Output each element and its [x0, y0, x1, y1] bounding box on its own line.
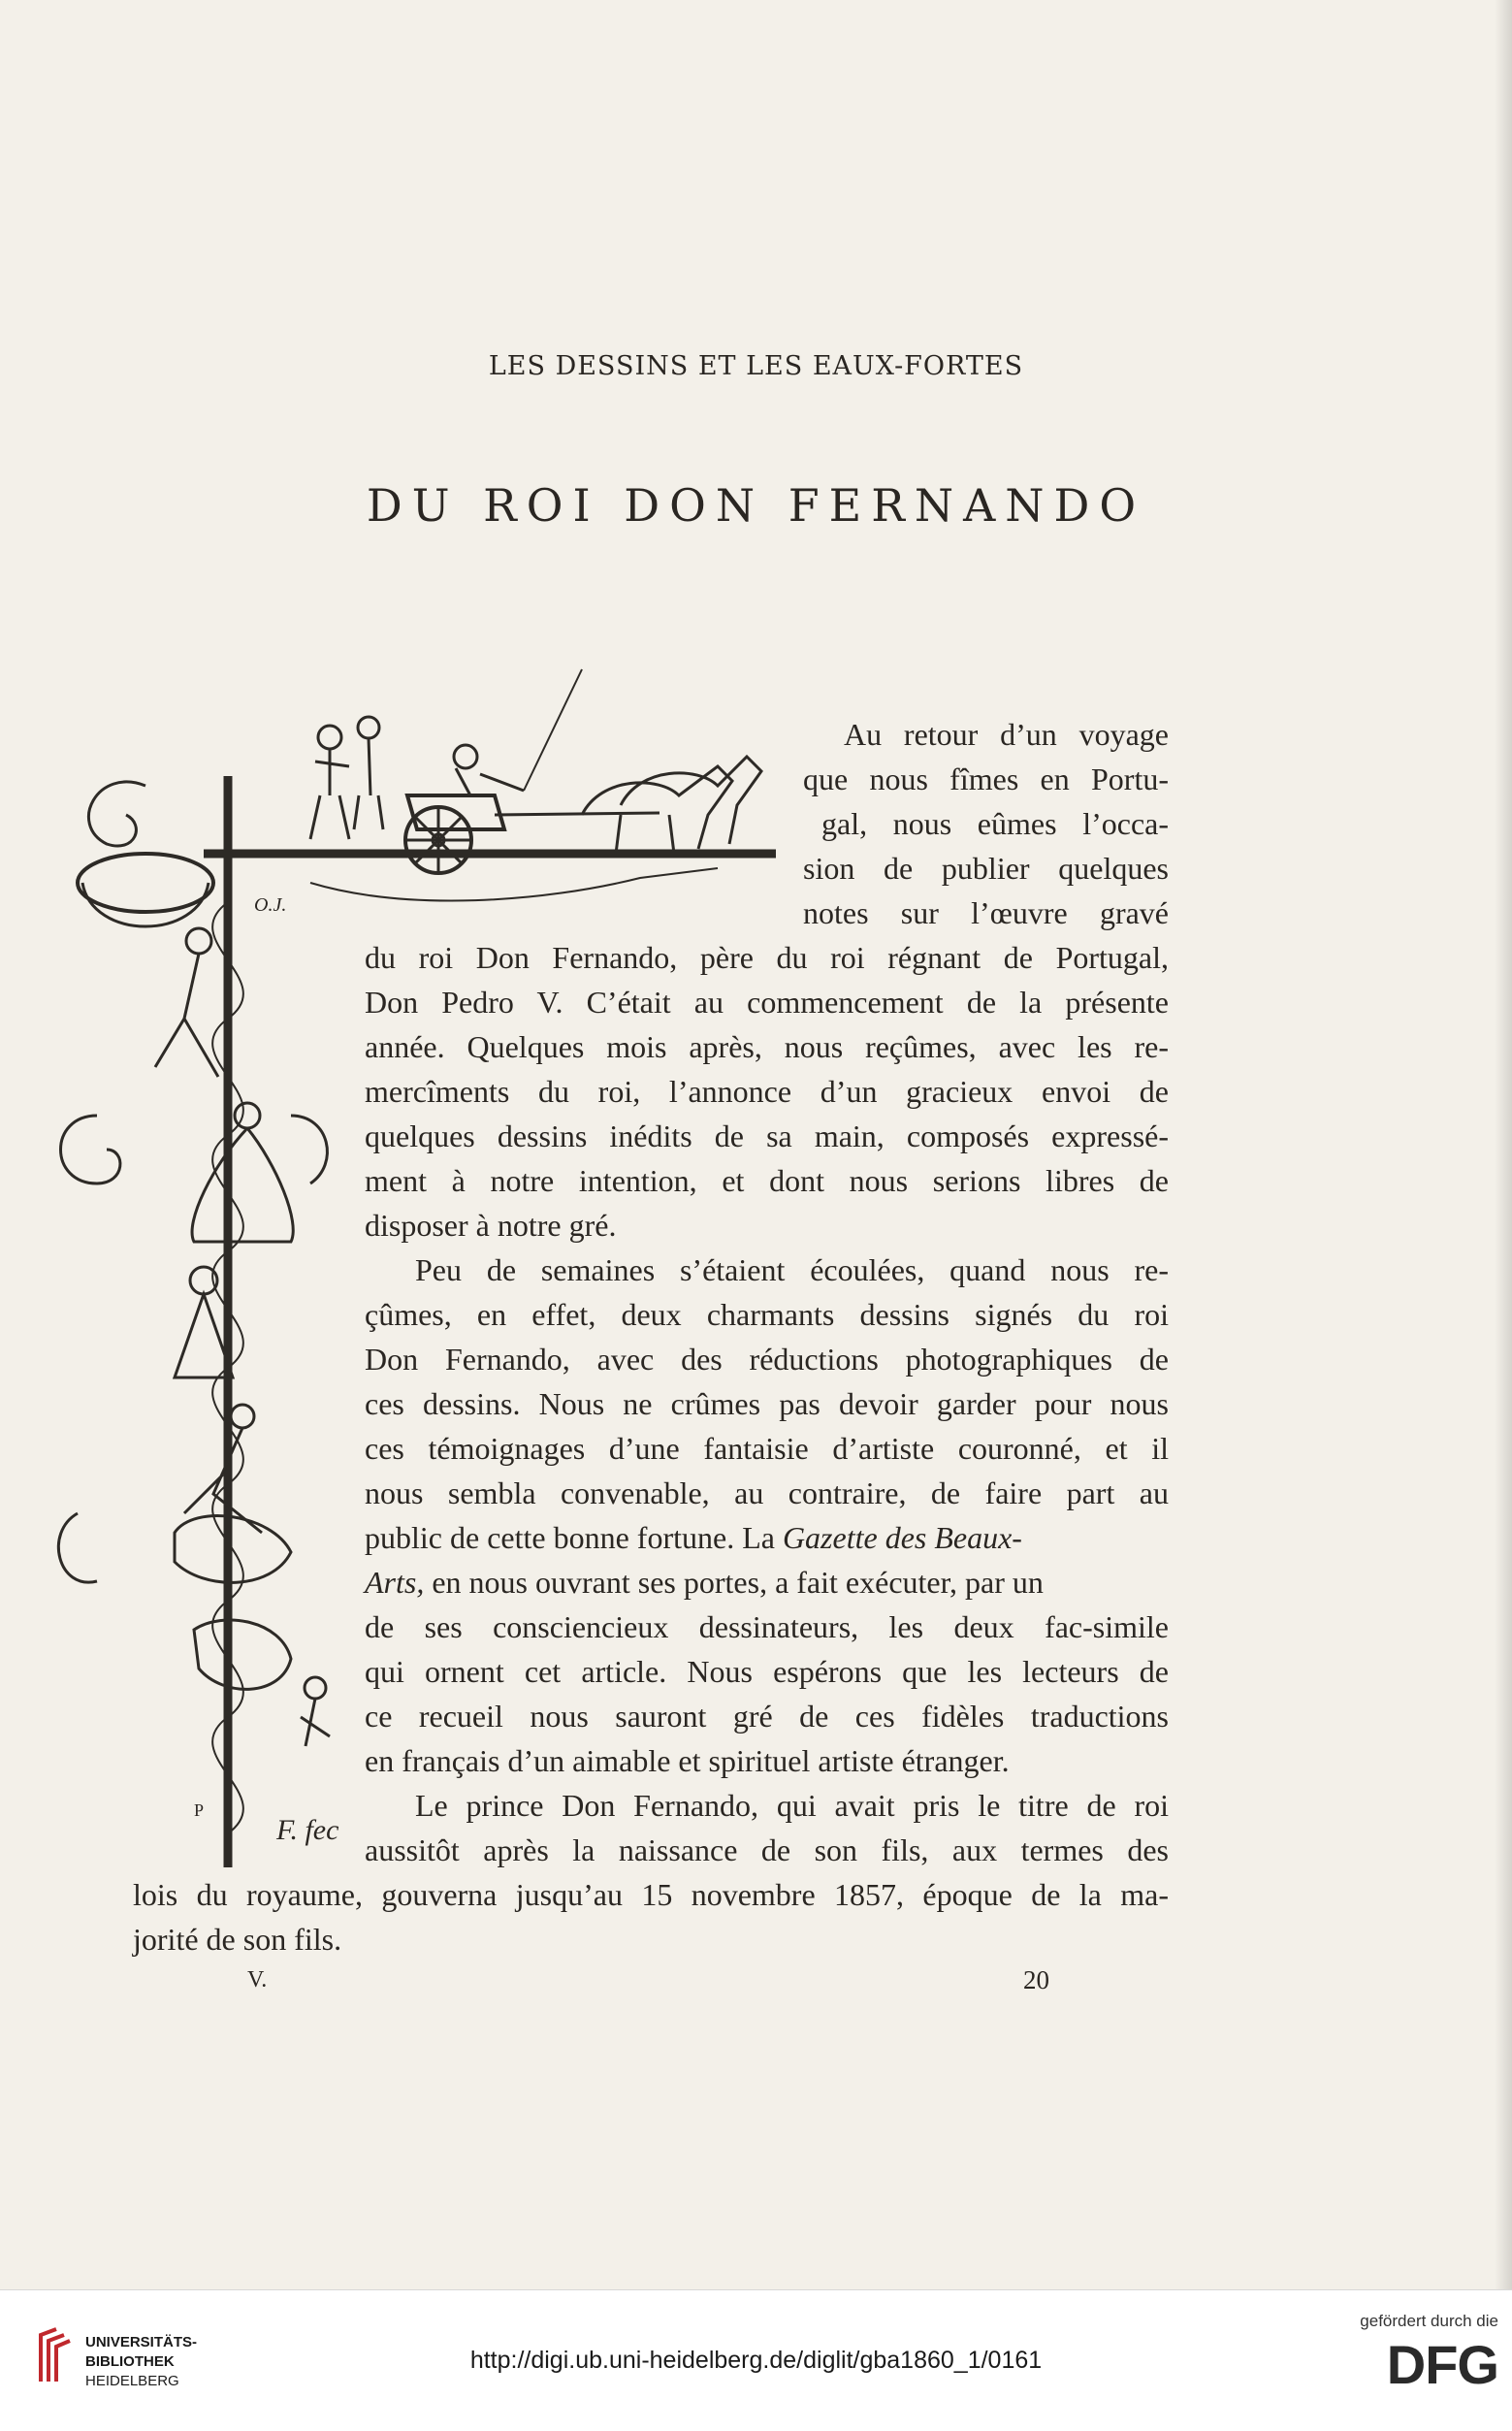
signature-left: O.J.: [254, 894, 287, 916]
text-line: aussitôt après la naissance de son fils, aux termes des: [365, 1832, 1169, 1867]
text-line: [365, 1560, 1169, 1604]
text-line: du roi Don Fernando, père du roi régnant de Portugal,: [365, 940, 1169, 975]
text-line: en français d’un aimable et spirituel artiste étranger.: [365, 1743, 1010, 1778]
text-line: [365, 1515, 1169, 1560]
text-line: Au retour d’un voyage: [844, 717, 1169, 752]
library-footer: [0, 2289, 1512, 2431]
text-line: sion de publier quelques: [803, 851, 1169, 886]
library-name-line3: HEIDELBERG: [85, 2373, 179, 2389]
library-name-line1: UNIVERSITÄTS-: [85, 2334, 198, 2350]
text-line: de ses consciencieux dessinateurs, les deux fac-simile: [365, 1609, 1169, 1644]
signature-mark: V.: [247, 1967, 268, 1993]
text-line: quelques dessins inédits de sa main, composés expressé-: [365, 1118, 1169, 1153]
text-segment: public de cette bonne fortune. La: [365, 1520, 783, 1555]
text-line: que nous fîmes en Portu-: [803, 762, 1169, 796]
page-number: 20: [1023, 1965, 1049, 1994]
italic-title: Gazette des Beaux-: [782, 1520, 1022, 1555]
text-segment: en nous ouvrant ses portes, a fait exécuter, par un: [424, 1565, 1044, 1600]
engraver-signature: F. fec: [276, 1814, 339, 1846]
text-line: ce recueil nous sauront gré de ces fidèles traductions: [365, 1699, 1169, 1734]
text-line: ces témoignages d’une fantaisie d’artiste couronné, et il: [365, 1431, 1169, 1466]
text-line: ment à notre intention, et dont nous serions libres de: [365, 1163, 1169, 1198]
text-line: Don Pedro V. C’était au commencement de la présente: [365, 985, 1169, 1020]
text-line: Peu de semaines s’étaient écoulées, quand nous re-: [415, 1252, 1169, 1287]
text-line: qui ornent cet article. Nous espérons que les lecteurs de: [365, 1654, 1169, 1689]
text-line: Le prince Don Fernando, qui avait pris le titre de roi: [415, 1788, 1169, 1823]
dfg-logo: DFG: [1386, 2334, 1498, 2395]
text-line: année. Quelques mois après, nous reçûmes, avec les re-: [365, 1029, 1169, 1064]
text-line: nous sembla convenable, au contraire, de faire part au: [365, 1475, 1169, 1510]
text-line: jorité de son fils.: [133, 1922, 342, 1957]
library-name-line2: BIBLIOTHEK: [85, 2353, 175, 2370]
text-line: ces dessins. Nous ne crûmes pas devoir garder pour nous: [365, 1386, 1169, 1421]
funding-caption: gefördert durch die: [1360, 2312, 1498, 2330]
signature-small: P: [194, 1800, 205, 1820]
text-line: Don Fernando, avec des réductions photographiques de: [365, 1342, 1169, 1377]
text-line: çûmes, en effet, deux charmants dessins signés du roi: [365, 1297, 1169, 1332]
italic-title-end: Arts,: [365, 1565, 425, 1600]
text-line: lois du royaume, gouverna jusqu’au 15 novembre 1857, époque de la ma-: [133, 1877, 1169, 1912]
text-line: disposer à notre gré.: [365, 1208, 617, 1243]
text-line: notes sur l’œuvre gravé: [803, 895, 1169, 930]
article-kicker: LES DESSINS ET LES EAUX-FORTES: [488, 351, 1024, 381]
text-line: mercîments du roi, l’annonce d’un gracieux envoi de: [365, 1074, 1169, 1109]
article-title: DU ROI DON FERNANDO: [366, 479, 1146, 532]
page-url-link[interactable]: http://digi.ub.uni-heidelberg.de/diglit/gba1860_1/0161: [469, 2347, 1043, 2374]
text-line: gal, nous eûmes l’occa-: [821, 806, 1169, 841]
